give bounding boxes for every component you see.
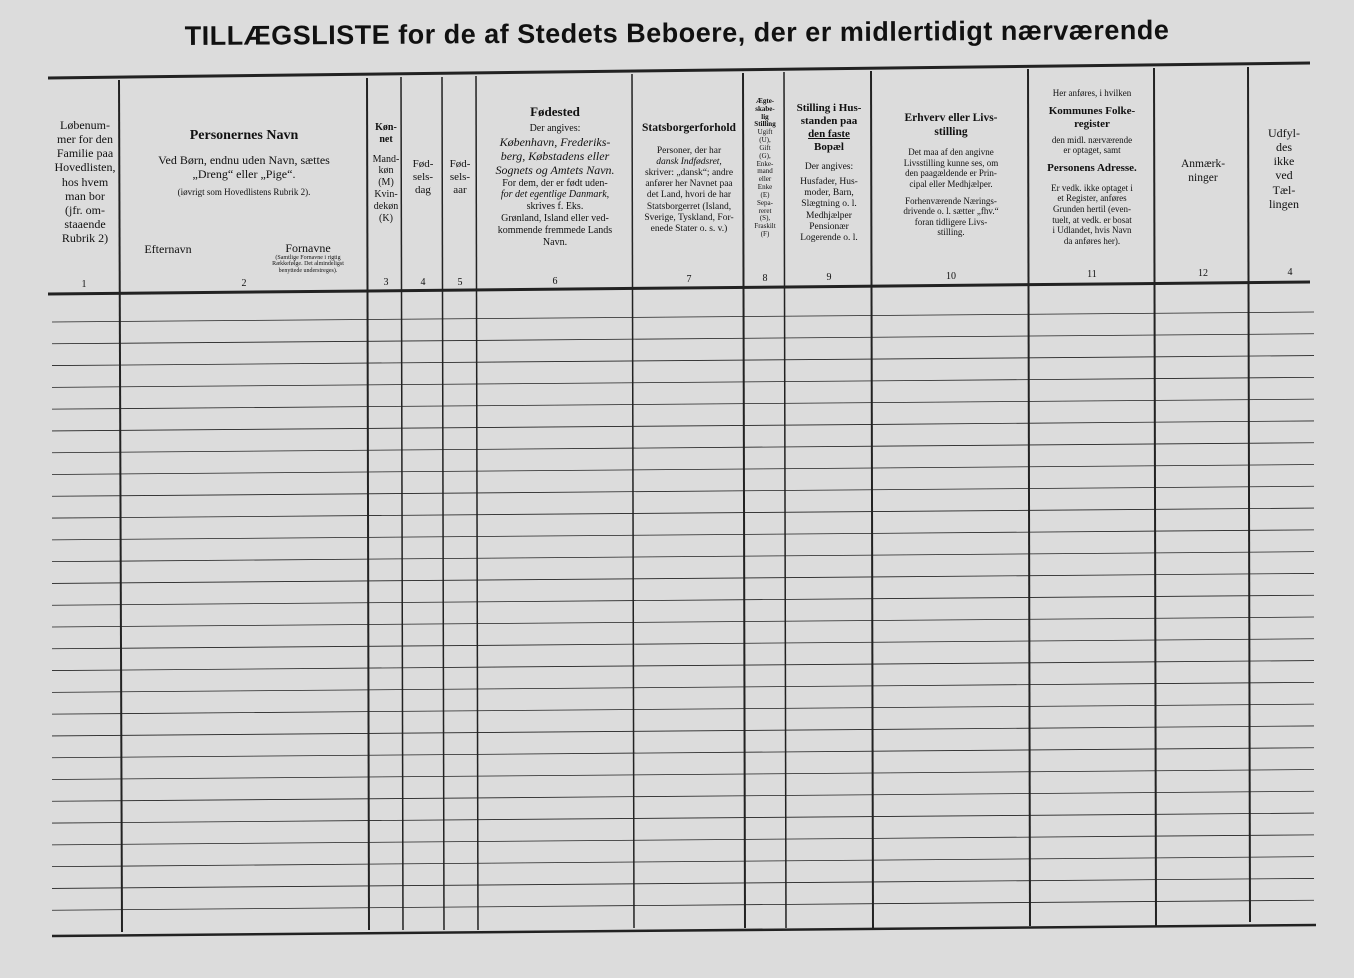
- col-number: 5: [457, 277, 463, 288]
- col4-line: dag: [415, 183, 431, 196]
- col8-line: Fraskilt: [754, 222, 776, 231]
- col12-header: [1158, 158, 1248, 185]
- col7-line: dansk Indfødsret,: [656, 156, 722, 167]
- col11-heading: register: [1074, 117, 1110, 130]
- col7-line: enede Stater o. s. v.): [650, 223, 728, 234]
- entry-row-rule: [52, 835, 1314, 845]
- entry-row-rule: [52, 530, 1314, 540]
- col-number: 12: [1198, 268, 1208, 279]
- col7-line: anfører her Navnet paa: [645, 179, 733, 190]
- col11-heading: Kommunes Folke-: [1048, 104, 1136, 117]
- col13-line: lingen: [1269, 196, 1299, 211]
- column-divider: [1154, 68, 1156, 926]
- col7-line: Statsborgerret (Island,: [646, 201, 732, 212]
- col3-line: Mand-: [372, 153, 400, 165]
- col3-line: Kvin-: [374, 188, 398, 200]
- col8-line: eller: [758, 175, 772, 184]
- col8-line: (S),: [759, 214, 771, 223]
- column-divider: [119, 80, 122, 932]
- col9-heading: den faste: [808, 127, 850, 140]
- col12-heading: ninger: [1188, 171, 1218, 184]
- col8-line: Ugift: [757, 128, 773, 137]
- col2-header: [124, 128, 364, 197]
- col6-line: kommende fremmede Lands: [497, 224, 613, 236]
- col9-line: Husfader, Hus-: [800, 177, 858, 188]
- col6-header: [479, 104, 631, 248]
- col6-line: skrives f. Eks.: [526, 201, 584, 213]
- col-number: 11: [1087, 269, 1097, 280]
- entry-row-rule: [52, 421, 1314, 431]
- col8-line: Enke-: [756, 159, 774, 168]
- col11-line2: et Register, anføres: [1057, 193, 1127, 204]
- col8-line: Sepa-: [757, 198, 773, 207]
- col6-line: Sognets og Amtets Navn.: [495, 163, 615, 178]
- col9-line: moder, Barn,: [804, 188, 854, 199]
- col7-line: Personer, der har: [656, 145, 722, 156]
- col10-line: den paagældende er Prin-: [905, 168, 997, 179]
- col2-sub-right: Fornavne: [285, 241, 331, 255]
- col11-line2: i Udlandet, hvis Navn: [1052, 225, 1132, 236]
- col11-line: den midl. nærværende: [1051, 134, 1133, 145]
- col1-line: Løbenum-: [60, 118, 110, 132]
- col6-line: Navn.: [542, 236, 568, 248]
- column-divider: [1248, 67, 1250, 922]
- col1-line: Rubrik 2): [61, 231, 109, 246]
- col13-line: Udfyl-: [1268, 126, 1300, 140]
- entry-row-rule: [52, 878, 1314, 888]
- col11-line2: Er vedk. ikke optaget i: [1051, 182, 1133, 193]
- top-rule: [48, 63, 1310, 78]
- col-number: 4: [420, 277, 426, 288]
- col2-note: Ved Børn, endnu uden Navn, sættes: [158, 152, 330, 167]
- col7-line: det Land, hvori de har: [646, 190, 732, 201]
- col1-line: mer for den: [57, 132, 113, 147]
- col4-header: [404, 158, 442, 197]
- col-number: 6: [552, 276, 558, 287]
- col1-line: Familie paa: [56, 146, 114, 161]
- col5-header: [443, 158, 477, 197]
- col10-line: foran tidligere Livs-: [914, 216, 988, 227]
- col3-line: køn: [378, 165, 394, 177]
- entry-row-rule: [52, 813, 1314, 823]
- entry-row-rule: [52, 595, 1314, 605]
- column-divider: [476, 76, 478, 930]
- entry-row-rule: [52, 573, 1314, 583]
- col1-line: Hovedlisten,: [54, 160, 116, 175]
- col5-line: aar: [453, 183, 467, 196]
- col9-heading: Stilling i Hus-: [796, 102, 862, 114]
- entry-row-rule: [52, 552, 1314, 562]
- entry-row-rule: [52, 900, 1314, 910]
- col1-line: hos hvem: [61, 174, 109, 189]
- col7-line: skriver: „dansk“; andre: [644, 167, 734, 178]
- entry-row-rule: [52, 486, 1314, 496]
- col-number: 7: [686, 274, 692, 285]
- entry-row-rule: [52, 465, 1314, 475]
- col6-heading: Fødested: [530, 104, 580, 119]
- col8-line: Enke: [757, 183, 773, 192]
- col12-heading: Anmærk-: [1180, 158, 1226, 170]
- col3-line: (M): [378, 177, 394, 189]
- col8-line: (G),: [759, 151, 771, 160]
- col13-header: [1252, 126, 1316, 211]
- col10-heading: Erhverv eller Livs-: [904, 112, 998, 124]
- col10-line: Det maa af den angivne: [908, 147, 994, 158]
- col2-sub-right-note: benyttede understreges).: [278, 267, 338, 274]
- col-number: 9: [826, 272, 832, 283]
- col6-line: For dem, der er født uden-: [502, 177, 608, 189]
- column-divider: [442, 77, 444, 930]
- col-number: 8: [762, 273, 768, 284]
- col3-line: Køn-: [375, 122, 397, 133]
- entry-row-rule: [52, 312, 1314, 322]
- col10-line: drivende o. l. sætter „fhv.“: [903, 206, 999, 217]
- col-number: 4: [1287, 267, 1293, 278]
- col1-line: man bor: [65, 188, 105, 203]
- col8-line: Ægte-: [755, 97, 775, 105]
- col10-header: [874, 112, 1028, 238]
- col3-header: [369, 122, 403, 224]
- entry-row-rule: [52, 334, 1314, 344]
- entry-row-rule: [52, 508, 1314, 518]
- col8-header: [745, 98, 785, 239]
- col8-line: lig: [761, 112, 769, 121]
- col8-line: reret: [758, 206, 772, 215]
- col-number: 2: [241, 278, 247, 289]
- col11-header: [1030, 88, 1154, 246]
- col11-line2: da anføres her).: [1063, 235, 1121, 246]
- col6-line: for det egentlige Danmark,: [500, 189, 610, 201]
- col9-line: Medhjælper: [806, 210, 852, 221]
- entry-row-rule: [52, 682, 1314, 692]
- col10-line: stilling.: [937, 227, 965, 238]
- col4-line: sels-: [412, 170, 434, 183]
- col10-line: Forhenværende Nærings-: [905, 195, 997, 206]
- col1-header: [52, 118, 118, 245]
- col11-line2: Grunden hertil (even-: [1053, 203, 1131, 214]
- col5-line: Fød-: [449, 158, 471, 170]
- entry-row-rule: [52, 857, 1314, 867]
- col2-note: „Dreng“ eller „Pige“.: [192, 166, 296, 181]
- col7-heading: Statsborgerforhold: [642, 122, 736, 134]
- col11-line2: tuelt, at vedk. er bosat: [1052, 214, 1132, 225]
- col6-line: København, Frederiks-: [499, 135, 611, 150]
- col10-line: cipal eller Medhjælper.: [909, 178, 993, 189]
- col6-line: Der angives:: [529, 123, 581, 135]
- col10-heading: stilling: [934, 125, 968, 138]
- col3-line: dekøn: [373, 200, 399, 212]
- col8-line: mand: [757, 167, 773, 176]
- col8-line: (U),: [759, 136, 771, 145]
- entry-row-rule: [52, 617, 1314, 627]
- col2-heading: Personernes Navn: [189, 128, 299, 143]
- col8-line: Stilling: [754, 120, 776, 129]
- entry-row-rule: [52, 399, 1314, 409]
- entry-row-rule: [52, 356, 1314, 366]
- col-number: 1: [81, 279, 87, 290]
- entry-row-rule: [52, 748, 1314, 758]
- col11-pre: Her anføres, i hvilken: [1052, 88, 1132, 98]
- col7-line: Sverige, Tyskland, For-: [644, 212, 734, 223]
- col2-sub-right-note: Rækkefølge. Det almindeligst: [272, 261, 344, 268]
- entry-row-rule: [52, 704, 1314, 714]
- col8-line: Gift: [759, 143, 771, 152]
- col13-line: Tæl-: [1272, 182, 1296, 197]
- col13-line: ikke: [1273, 154, 1295, 169]
- col2-sub-right-note: (Samtlige Fornavne i rigtig: [275, 255, 341, 262]
- entry-row-rule: [52, 791, 1314, 801]
- col9-header: [786, 102, 872, 244]
- entry-row-rule: [52, 639, 1314, 649]
- col1-line: (jfr. om-: [65, 202, 105, 217]
- col9-line: Slægtning o. l.: [801, 199, 857, 210]
- form-title: TILLÆGSLISTE for de af Stedets Beboere, der er midlertidigt nærværende: [184, 14, 1170, 52]
- col10-line: Livsstilling kunne ses, om: [903, 157, 999, 168]
- col1-line: staaende: [64, 217, 106, 232]
- bottom-rule: [52, 925, 1316, 936]
- col6-line: berg, Købstadens eller: [500, 149, 610, 164]
- col9-line: Pensionær: [809, 221, 849, 232]
- col-number: 10: [946, 271, 956, 282]
- entry-row-rule: [52, 377, 1314, 387]
- col2-note2: (iøvrigt som Hovedlistens Rubrik 2).: [177, 186, 311, 197]
- col11-heading2: Personens Adresse.: [1047, 161, 1137, 174]
- col7-header: [634, 122, 744, 235]
- col6-line: Grønland, Island eller ved-: [501, 212, 609, 224]
- col2-sub-left: Efternavn: [144, 242, 192, 256]
- col13-line: ved: [1275, 168, 1293, 183]
- col8-line: (F): [760, 230, 770, 239]
- col9-line: Der angives:: [804, 161, 854, 172]
- col8-line: (E): [760, 190, 770, 199]
- entry-row-rule: [52, 726, 1314, 736]
- col8-line: skabe-: [755, 104, 775, 113]
- col3-line: (K): [379, 212, 393, 224]
- col13-line: des: [1276, 140, 1292, 155]
- col9-heading: standen paa: [800, 114, 858, 127]
- col-number: 3: [383, 277, 389, 288]
- col5-line: sels-: [449, 170, 471, 183]
- col3-line: net: [379, 133, 393, 145]
- entry-row-rule: [52, 661, 1314, 671]
- col9-heading: Bopæl: [814, 140, 844, 153]
- col9-line: Logerende o. l.: [800, 233, 858, 244]
- col4-line: Fød-: [412, 158, 434, 170]
- entry-row-rule: [52, 770, 1314, 780]
- entry-row-rule: [52, 443, 1314, 453]
- col11-line: er optaget, samt: [1063, 145, 1121, 156]
- col2-sub-right-block: [246, 241, 370, 274]
